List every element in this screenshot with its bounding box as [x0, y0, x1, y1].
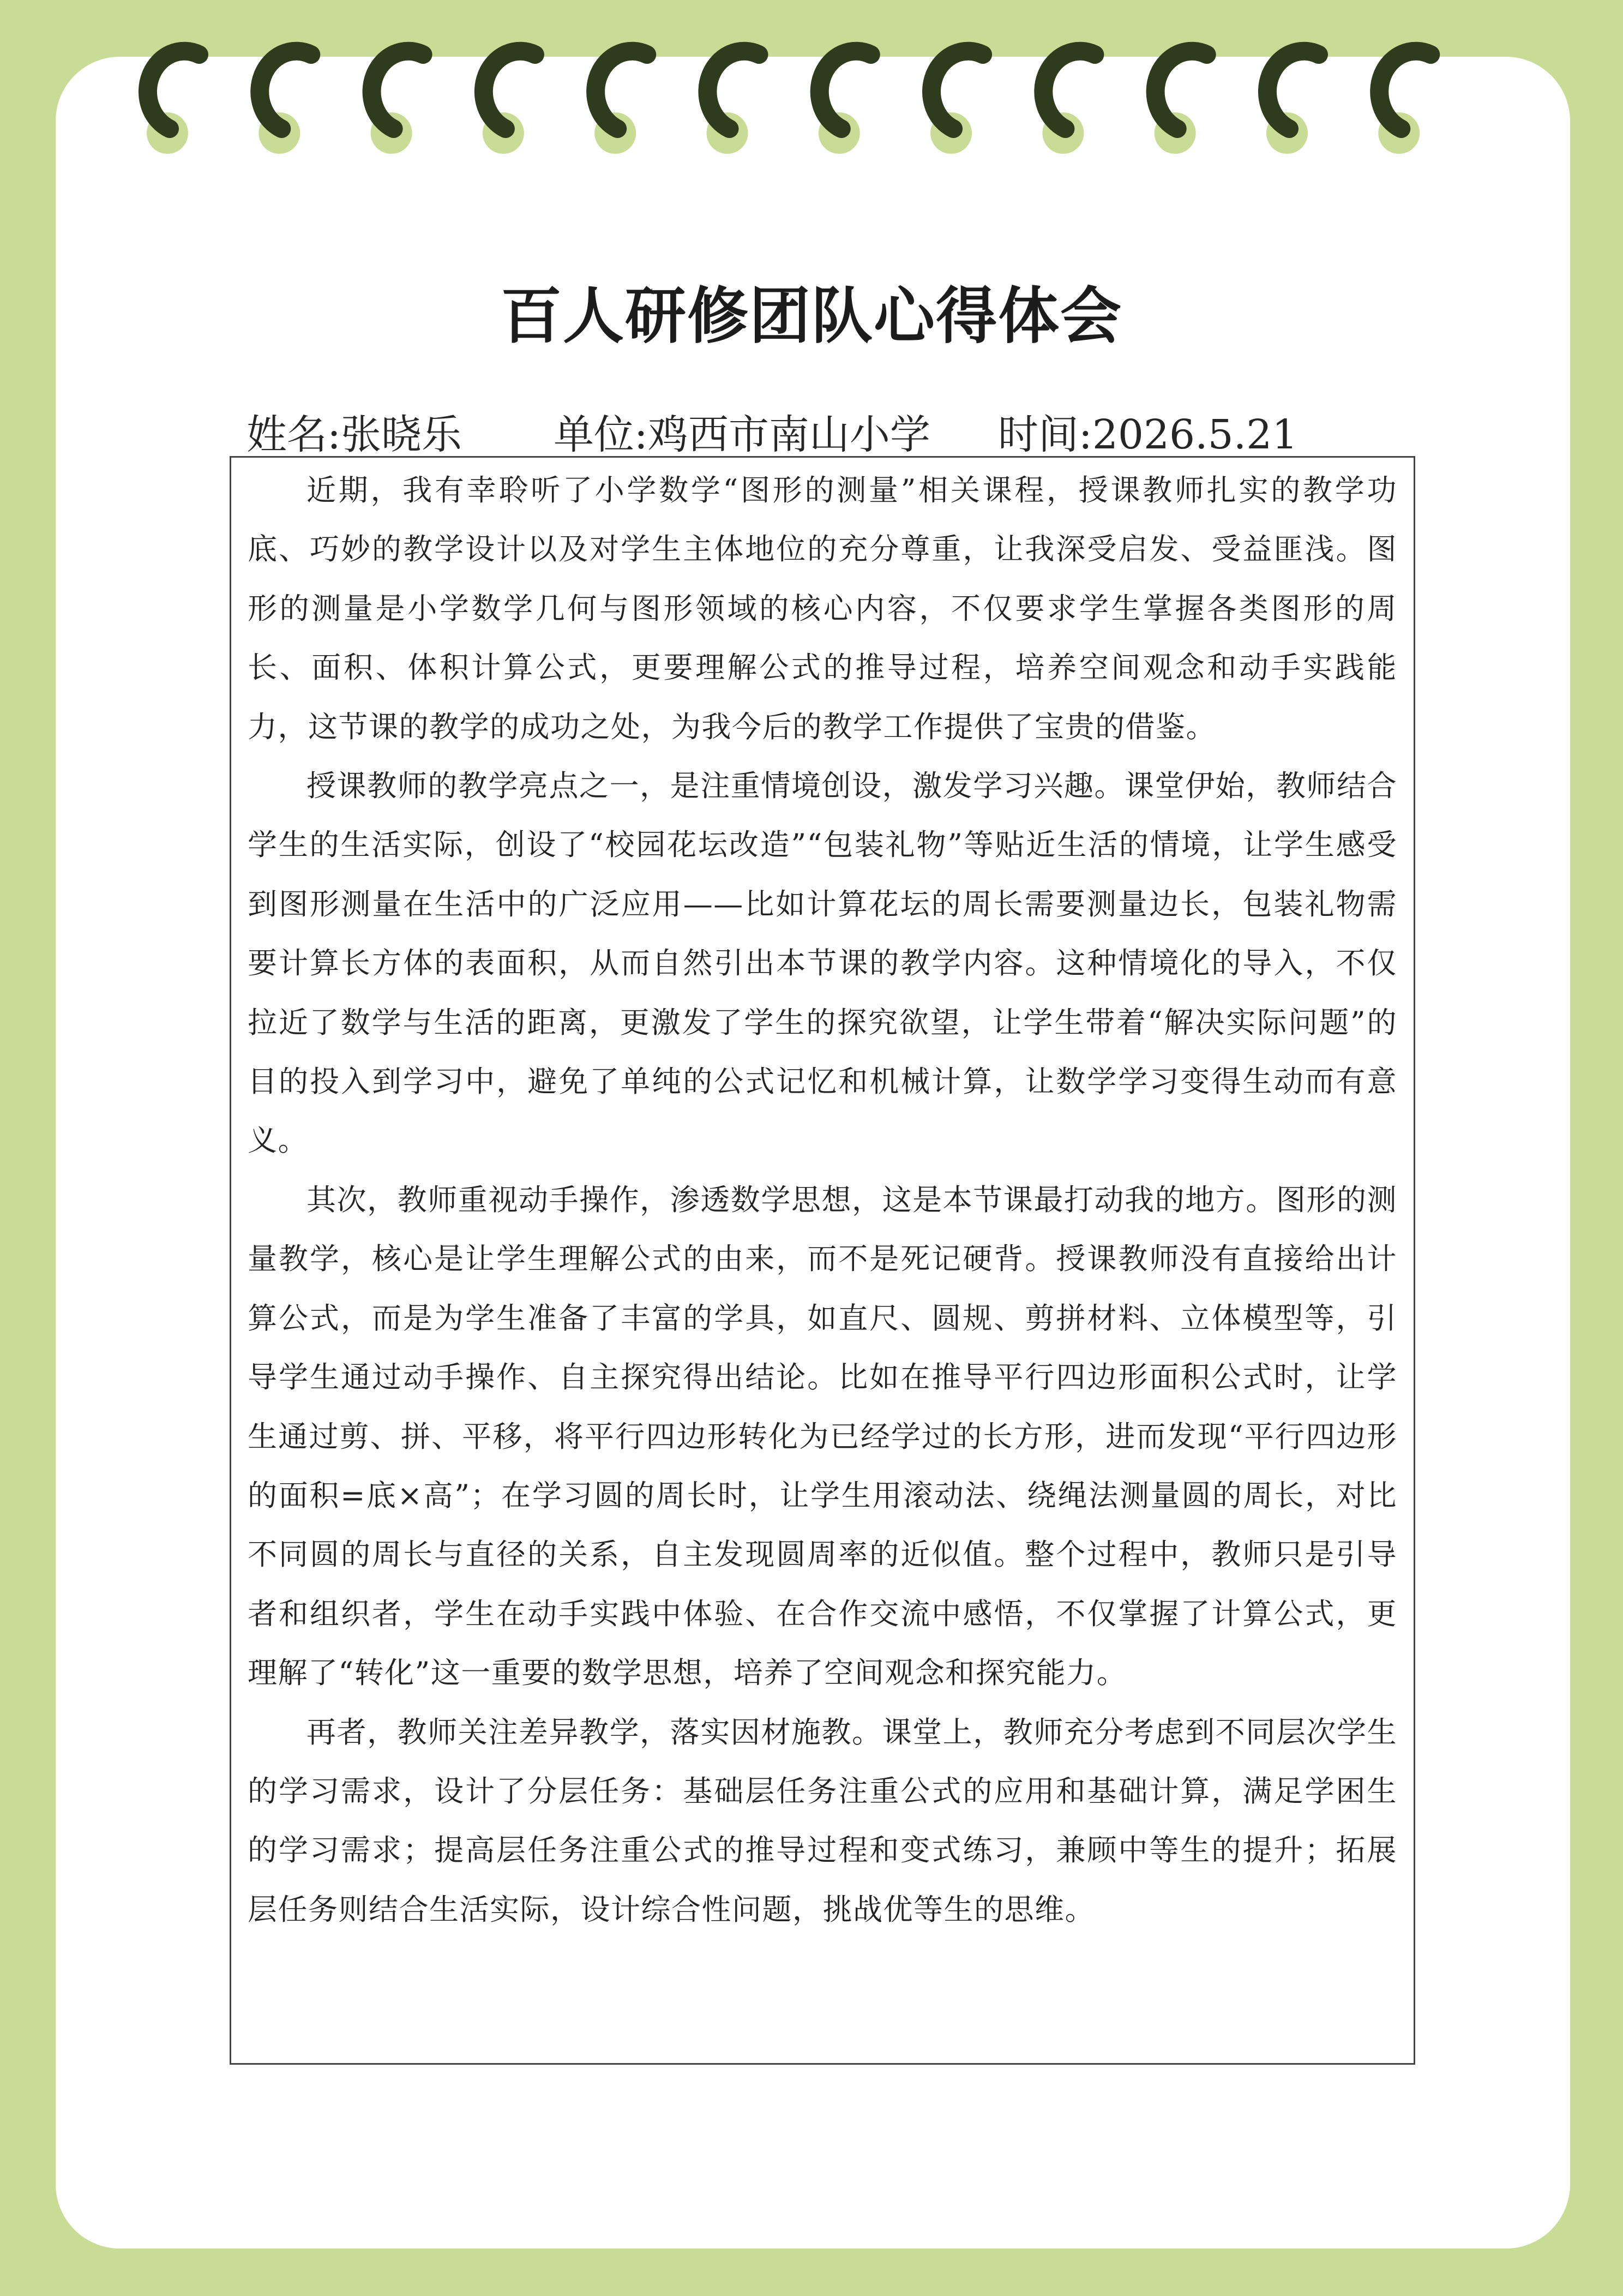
paragraph: 近期，我有幸聆听了小学数学“图形的测量”相关课程，授课教师扎实的教学功底、巧妙的教学设计以及对学生主体地位的充分尊重，让我深受启发、受益匪浅。图形的测量是小学数学几何与图形领域的核心内容，不仅要求学生掌握各类图形的周长、面积、体积计算公式，更要理解公式的推导过程，培养空间观念和动手实践能力，这节课的教学的成功之处，为我今后的教学工作提供了宝贵的借鉴。: [248, 473, 1397, 744]
time-value: 2026.5.21: [1092, 411, 1298, 458]
binding-ring: [1155, 51, 1207, 154]
binding-ring: [483, 51, 535, 154]
time-label: 时间:: [997, 411, 1092, 458]
binding-ring: [1042, 51, 1095, 154]
page-title: 百人研修团队心得体会: [501, 280, 1122, 352]
paragraph: 授课教师的教学亮点之一，是注重情境创设，激发学习兴趣。课堂伊始，教师结合学生的生活实际，创设了“校园花坛改造”“包装礼物”等贴近生活的情境，让学生感受到图形测量在生活中的广泛应用——比如计算花坛的周长需要测量边长，包装礼物需要计算长方体的表面积，从而自然引出本节课的教学内容。这种情境化的导入，不仅拉近了数学与生活的距离，更激发了学生的探究欲望，让学生带着“解决实际问题”的目的投入到学习中，避免了单纯的公式记忆和机械计算，让数学学习变得生动而有意义。: [248, 769, 1397, 1158]
paragraph: 再者，教师关注差异教学，落实因材施教。课堂上，教师充分考虑到不同层次学生的学习需求，设计了分层任务：基础层任务注重公式的应用和基础计算，满足学困生的学习需求；提高层任务注重公式的推导过程和变式练习，兼顾中等生的提升；拓展层任务则结合生活实际，设计综合性问题，挑战优等生的思维。: [248, 1714, 1397, 1927]
binding-ring: [259, 51, 311, 154]
essay-body: [230, 456, 1415, 2065]
binding-ring: [594, 51, 647, 154]
spiral-binding: [0, 0, 1623, 169]
binding-ring: [371, 51, 423, 154]
binding-ring: [1378, 51, 1430, 154]
name-value: 张晓乐: [340, 411, 462, 458]
binding-ring: [819, 51, 871, 154]
unit-label: 单位:: [553, 411, 648, 458]
author-info-line: [247, 403, 1297, 460]
name-label: 姓名:: [247, 411, 341, 458]
unit-value: 鸡西市南山小学: [647, 411, 930, 458]
binding-ring: [1266, 51, 1319, 154]
binding-ring: [707, 51, 759, 154]
binding-ring: [930, 51, 983, 154]
paragraph: 其次，教师重视动手操作，渗透数学思想，这是本节课最打动我的地方。图形的测量教学，核心是让学生理解公式的由来，而不是死记硬背。授课教师没有直接给出计算公式，而是为学生准备了丰富的学具，如直尺、圆规、剪拼材料、立体模型等，引导学生通过动手操作、自主探究得出结论。比如在推导平行四边形面积公式时，让学生通过剪、拼、平移，将平行四边形转化为已经学过的长方形，进而发现“平行四边形的面积=底×高”；在学习圆的周长时，让学生用滚动法、绕绳法测量圆的周长，对比不同圆的周长与直径的关系，自主发现圆周率的近似值。整个过程中，教师只是引导者和组织者，学生在动手实践中体验、在合作交流中感悟，不仅掌握了计算公式，更理解了“转化”这一重要的数学思想，培养了空间观念和探究能力。: [248, 1182, 1397, 1690]
binding-ring: [147, 51, 199, 154]
